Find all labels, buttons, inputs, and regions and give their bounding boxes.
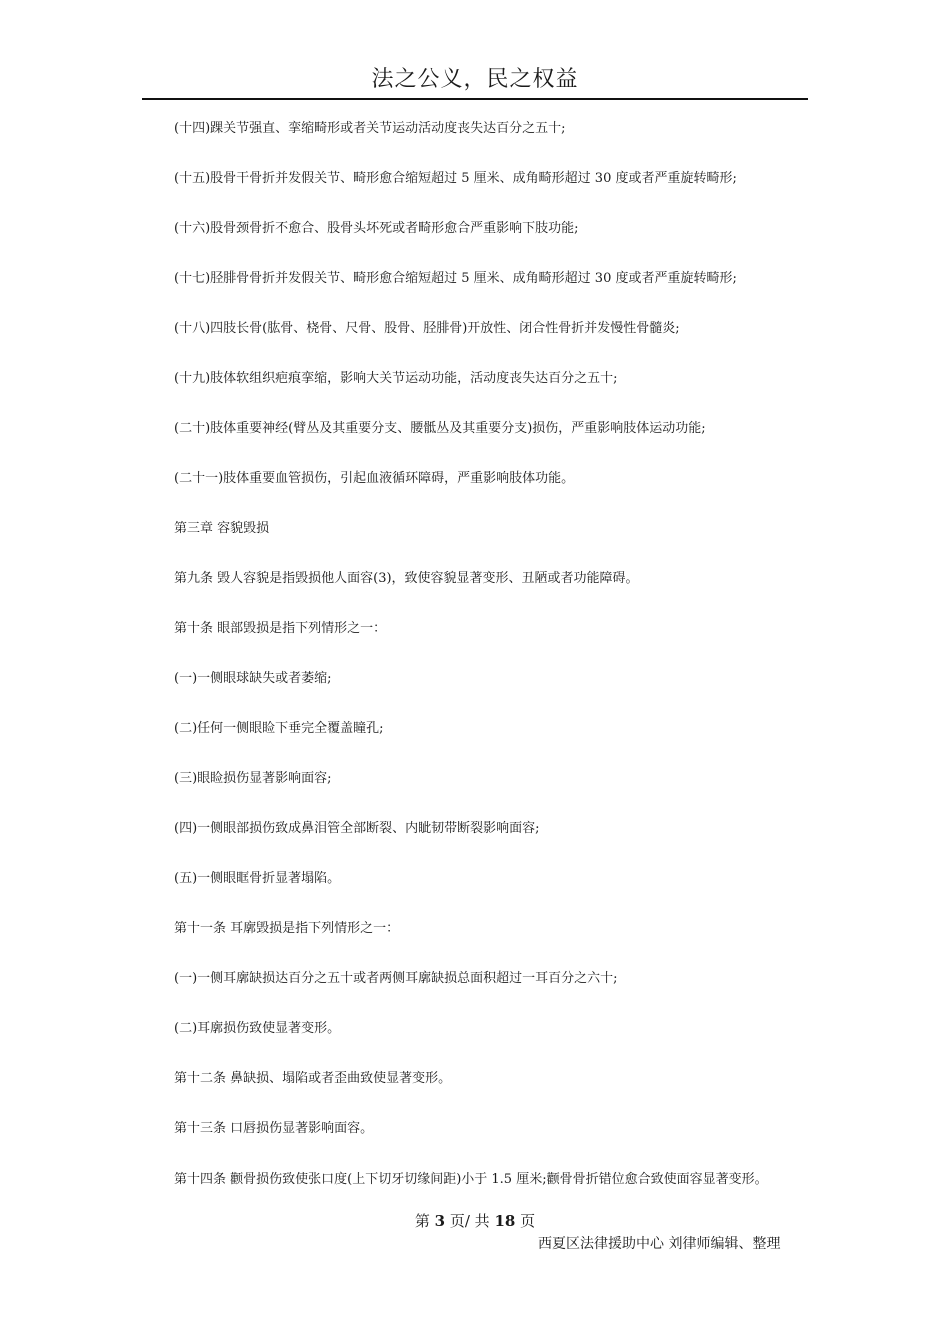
clause-item-14: (十四)踝关节强直、挛缩畸形或者关节运动活动度丧失达百分之五十; bbox=[174, 121, 566, 136]
article-11-item-1: (一)一侧耳廓缺损达百分之五十或者两侧耳廓缺损总面积超过一耳百分之六十; bbox=[174, 971, 618, 986]
clause-item-17: (十七)胫腓骨骨折并发假关节、畸形愈合缩短超过 5 厘米、成角畸形超过 30 度或者严重旋转畸形; bbox=[174, 271, 737, 286]
clause-item-16: (十六)股骨颈骨折不愈合、股骨头坏死或者畸形愈合严重影响下肢功能; bbox=[174, 221, 579, 236]
clause-item-20: (二十)肢体重要神经(臂丛及其重要分支、腰骶丛及其重要分支)损伤，严重影响肢体运动功能; bbox=[174, 421, 706, 436]
article-13: 第十三条 口唇损伤显著影响面容。 bbox=[174, 1121, 374, 1136]
page-header-title: 法之公义，民之权益 bbox=[371, 67, 579, 92]
article-9: 第九条 毁人容貌是指毁损他人面容(3)，致使容貌显著变形、丑陋或者功能障碍。 bbox=[174, 571, 639, 586]
chapter-heading: 第三章 容貌毁损 bbox=[174, 521, 270, 536]
footer-credit: 西夏区法律援助中心 刘律师编辑、整理 bbox=[538, 1236, 781, 1252]
article-11-item-2: (二)耳廓损伤致使显著变形。 bbox=[174, 1021, 341, 1036]
clause-item-15: (十五)股骨干骨折并发假关节、畸形愈合缩短超过 5 厘米、成角畸形超过 30 度或者严重旋转畸形; bbox=[174, 171, 737, 186]
article-14: 第十四条 颧骨损伤致使张口度(上下切牙切缘间距)小于 1.5 厘米;颧骨骨折错位愈合致使面容显著变形。 bbox=[174, 1172, 768, 1187]
page-current: 3 bbox=[434, 1212, 446, 1230]
document-body bbox=[142, 119, 808, 1221]
article-11: 第十一条 耳廓毁损是指下列情形之一： bbox=[174, 921, 400, 936]
article-10-item-4: (四)一侧眼部损伤致成鼻泪管全部断裂、内眦韧带断裂影响面容; bbox=[174, 821, 540, 836]
article-10-item-1: (一)一侧眼球缺失或者萎缩; bbox=[174, 671, 332, 686]
article-10-item-3: (三)眼睑损伤显著影响面容; bbox=[174, 771, 332, 786]
page-middle: 页/ 共 bbox=[445, 1212, 495, 1230]
page-suffix: 页 bbox=[515, 1212, 536, 1230]
clause-item-21: (二十一)肢体重要血管损伤，引起血液循环障碍，严重影响肢体功能。 bbox=[174, 471, 575, 486]
clause-item-18: (十八)四肢长骨(肱骨、桡骨、尺骨、股骨、胫腓骨)开放性、闭合性骨折并发慢性骨髓炎; bbox=[174, 321, 680, 336]
article-10-item-2: (二)任何一侧眼睑下垂完全覆盖瞳孔; bbox=[174, 721, 384, 736]
article-10: 第十条 眼部毁损是指下列情形之一： bbox=[174, 621, 387, 636]
article-12: 第十二条 鼻缺损、塌陷或者歪曲致使显著变形。 bbox=[174, 1071, 452, 1086]
page-prefix: 第 bbox=[414, 1212, 435, 1230]
page-number bbox=[0, 1210, 950, 1231]
clause-item-19: (十九)肢体软组织疤痕挛缩，影响大关节运动功能，活动度丧失达百分之五十; bbox=[174, 371, 618, 386]
header-divider bbox=[142, 98, 808, 100]
page-total: 18 bbox=[494, 1212, 516, 1230]
article-10-item-5: (五)一侧眼眶骨折显著塌陷。 bbox=[174, 871, 341, 886]
